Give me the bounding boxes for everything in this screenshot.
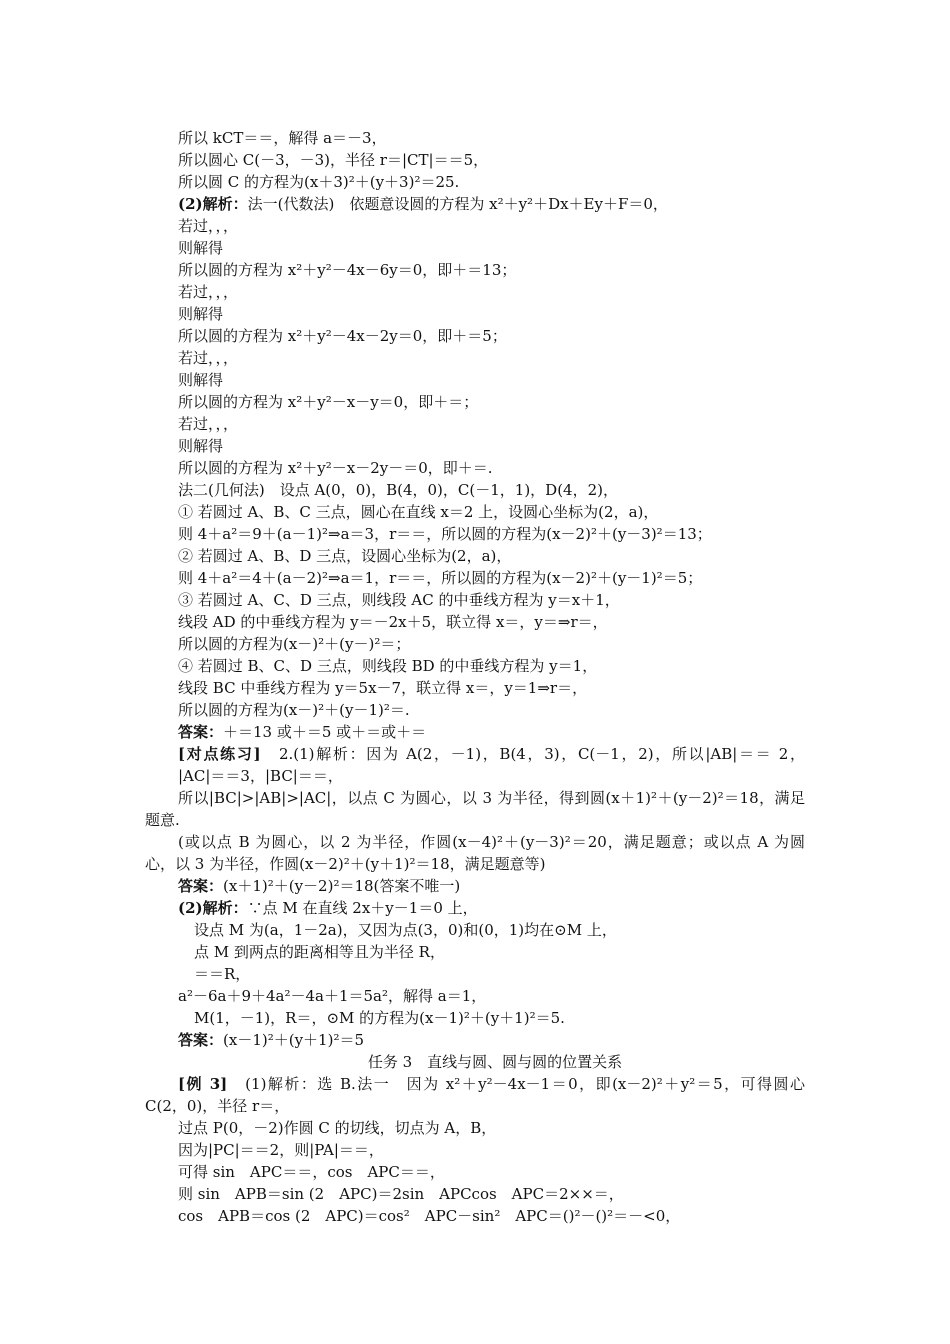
text-line bbox=[0, 325, 950, 347]
line-text: 任务 3 直线与圆、圆与圆的位置关系 bbox=[367, 1053, 623, 1071]
line-text: M(1，－1)，R＝，⊙M 的方程为(x－1)²＋(y＋1)²＝5. bbox=[194, 1009, 565, 1027]
bold-label: 答案： bbox=[178, 723, 224, 741]
line-text: cos APB＝cos (2 APC)＝cos² APC－sin² APC＝()²－()²＝－<0， bbox=[178, 1207, 681, 1225]
line-text: 2.(1)解析：因为 A(2，－1)，B(4，3)，C(－1，2)，所以|AB|＝＝ 2， bbox=[260, 745, 805, 763]
text-line bbox=[0, 193, 950, 215]
line-text: 若过，，， bbox=[178, 217, 239, 235]
line-text: ③ 若圆过 A、C、D 三点，则线段 AC 的中垂线方程为 y＝x＋1， bbox=[178, 591, 620, 609]
text-line bbox=[0, 127, 950, 149]
line-text: C(2，0)，半径 r＝， bbox=[145, 1097, 290, 1115]
line-text: ① 若圆过 A、B、C 三点，圆心在直线 x＝2 上，设圆心坐标为(2，a)， bbox=[178, 503, 659, 521]
line-text: ∵点 M 在直线 2x＋y－1＝0 上， bbox=[247, 899, 478, 917]
text-line bbox=[0, 149, 950, 171]
line-text: (x－1)²＋(y＋1)²＝5 bbox=[223, 1031, 365, 1049]
text-line bbox=[0, 963, 950, 985]
line-text: 若过，，， bbox=[178, 415, 239, 433]
line-text: 所以 kCT＝＝，解得 a＝－3， bbox=[178, 129, 387, 147]
text-line bbox=[0, 1205, 950, 1227]
text-line bbox=[0, 237, 950, 259]
line-text: (x＋1)²＋(y－2)²＝18(答案不唯一) bbox=[223, 877, 461, 895]
text-line bbox=[0, 787, 950, 809]
line-text: 则 4＋a²＝9＋(a－1)²⇒a＝3，r＝＝，所以圆的方程为(x－2)²＋(y－3)²＝13； bbox=[178, 525, 712, 543]
line-text: ④ 若圆过 B、C、D 三点，则线段 BD 的中垂线方程为 y＝1， bbox=[178, 657, 598, 675]
text-line bbox=[0, 479, 950, 501]
line-text: 所以圆的方程为 x²＋y²－x－2y－＝0，即＋＝. bbox=[178, 459, 493, 477]
text-line bbox=[0, 1051, 950, 1073]
line-text: 则 4＋a²＝4＋(a－2)²⇒a＝1，r＝＝，所以圆的方程为(x－2)²＋(y－1)²＝5； bbox=[178, 569, 703, 587]
text-line bbox=[0, 413, 950, 435]
text-line bbox=[0, 699, 950, 721]
line-text: 若过，，， bbox=[178, 349, 239, 367]
line-text: ＋＝13 或＋＝5 或＋＝或＋＝ bbox=[223, 723, 427, 741]
text-line bbox=[0, 831, 950, 853]
text-line bbox=[0, 523, 950, 545]
line-text: 因为|PC|＝＝2，则|PA|＝＝， bbox=[178, 1141, 384, 1159]
line-text: 过点 P(0，－2)作圆 C 的切线，切点为 A，B， bbox=[178, 1119, 497, 1137]
line-text: 所以圆的方程为 x²＋y²－4x－2y＝0，即＋＝5； bbox=[178, 327, 507, 345]
text-line bbox=[0, 545, 950, 567]
line-text: ② 若圆过 A、B、D 三点，设圆心坐标为(2，a)， bbox=[178, 547, 512, 565]
text-line bbox=[0, 655, 950, 677]
text-line bbox=[0, 721, 950, 743]
line-text: 则 sin APB＝sin (2 APC)＝2sin APCcos APC＝2××＝， bbox=[178, 1185, 624, 1203]
text-line bbox=[0, 1095, 950, 1117]
line-text: 所以圆 C 的方程为(x＋3)²＋(y＋3)²＝25. bbox=[178, 173, 460, 191]
line-text: ＝＝R， bbox=[194, 965, 251, 983]
bold-label: [例 3] bbox=[178, 1075, 228, 1093]
text-line bbox=[0, 809, 950, 831]
text-line bbox=[0, 633, 950, 655]
text-line bbox=[0, 347, 950, 369]
text-line bbox=[0, 1007, 950, 1029]
line-text: 所以圆的方程为 x²＋y²－x－y＝0，即＋＝； bbox=[178, 393, 479, 411]
text-line bbox=[0, 677, 950, 699]
line-text: 线段 BC 中垂线方程为 y＝5x－7，联立得 x＝，y＝1⇒r＝， bbox=[178, 679, 588, 697]
text-line bbox=[0, 919, 950, 941]
text-line bbox=[0, 611, 950, 633]
bold-label: [对点练习] bbox=[178, 745, 261, 763]
line-text: 则解得 bbox=[178, 437, 224, 455]
text-line bbox=[0, 941, 950, 963]
text-line bbox=[0, 1117, 950, 1139]
text-line bbox=[0, 765, 950, 787]
line-text: 所以圆的方程为 x²＋y²－4x－6y＝0，即＋＝13； bbox=[178, 261, 517, 279]
line-text: 题意. bbox=[145, 811, 180, 829]
line-text: (1)解析：选 B.法一 因为 x²＋y²－4x－1＝0，即(x－2)²＋y²＝5，可得圆心 bbox=[227, 1075, 805, 1093]
line-text: 设点 M 为(a，1－2a)，又因为点(3，0)和(0，1)均在⊙M 上， bbox=[194, 921, 617, 939]
text-line bbox=[0, 875, 950, 897]
text-line bbox=[0, 435, 950, 457]
line-text: 心，以 3 为半径，作圆(x－2)²＋(y＋1)²＝18，满足题意等) bbox=[145, 855, 546, 873]
line-text: 所以圆的方程为(x－)²＋(y－)²＝； bbox=[178, 635, 411, 653]
text-line bbox=[0, 369, 950, 391]
line-text: 则解得 bbox=[178, 239, 224, 257]
text-line bbox=[0, 743, 950, 765]
line-text: 可得 sin APC＝＝，cos APC＝＝， bbox=[178, 1163, 445, 1181]
bold-label: (2)解析： bbox=[178, 899, 248, 917]
line-text: 点 M 到两点的距离相等且为半径 R， bbox=[194, 943, 445, 961]
text-line bbox=[0, 897, 950, 919]
line-text: 所以圆的方程为(x－)²＋(y－1)²＝. bbox=[178, 701, 410, 719]
text-line bbox=[0, 985, 950, 1007]
line-text: 若过，，， bbox=[178, 283, 239, 301]
line-text: (或以点 B 为圆心，以 2 为半径，作圆(x－4)²＋(y－3)²＝20，满足题意；或以点 A 为圆 bbox=[178, 833, 805, 851]
line-text: 则解得 bbox=[178, 305, 224, 323]
line-text: 则解得 bbox=[178, 371, 224, 389]
text-line bbox=[0, 457, 950, 479]
line-text: 所以|BC|>|AB|>|AC|，以点 C 为圆心，以 3 为半径，得到圆(x＋1)²＋(y－2)²＝18，满足 bbox=[178, 789, 805, 807]
text-line bbox=[0, 303, 950, 325]
text-line bbox=[0, 1183, 950, 1205]
line-text: a²－6a＋9＋4a²－4a＋1＝5a²，解得 a＝1， bbox=[178, 987, 487, 1005]
line-text: 所以圆心 C(－3，－3)，半径 r＝|CT|＝＝5， bbox=[178, 151, 489, 169]
text-line bbox=[0, 215, 950, 237]
text-line bbox=[0, 171, 950, 193]
line-text: 法一(代数法) 依题意设圆的方程为 x²＋y²＋Dx＋Ey＋F＝0， bbox=[247, 195, 668, 213]
text-line bbox=[0, 1139, 950, 1161]
text-line bbox=[0, 1073, 950, 1095]
line-text: 法二(几何法) 设点 A(0，0)，B(4，0)，C(－1，1)，D(4，2)， bbox=[178, 481, 618, 499]
bold-label: 答案： bbox=[178, 1031, 224, 1049]
text-line bbox=[0, 281, 950, 303]
text-line bbox=[0, 259, 950, 281]
line-text: |AC|＝＝3，|BC|＝＝， bbox=[178, 767, 343, 785]
text-line bbox=[0, 567, 950, 589]
bold-label: 答案： bbox=[178, 877, 224, 895]
bold-label: (2)解析： bbox=[178, 195, 248, 213]
text-line bbox=[0, 853, 950, 875]
text-line bbox=[0, 391, 950, 413]
line-text: 线段 AD 的中垂线方程为 y＝－2x＋5，联立得 x＝，y＝⇒r＝， bbox=[178, 613, 608, 631]
text-line bbox=[0, 1161, 950, 1183]
text-line bbox=[0, 501, 950, 523]
text-line bbox=[0, 1029, 950, 1051]
text-line bbox=[0, 589, 950, 611]
